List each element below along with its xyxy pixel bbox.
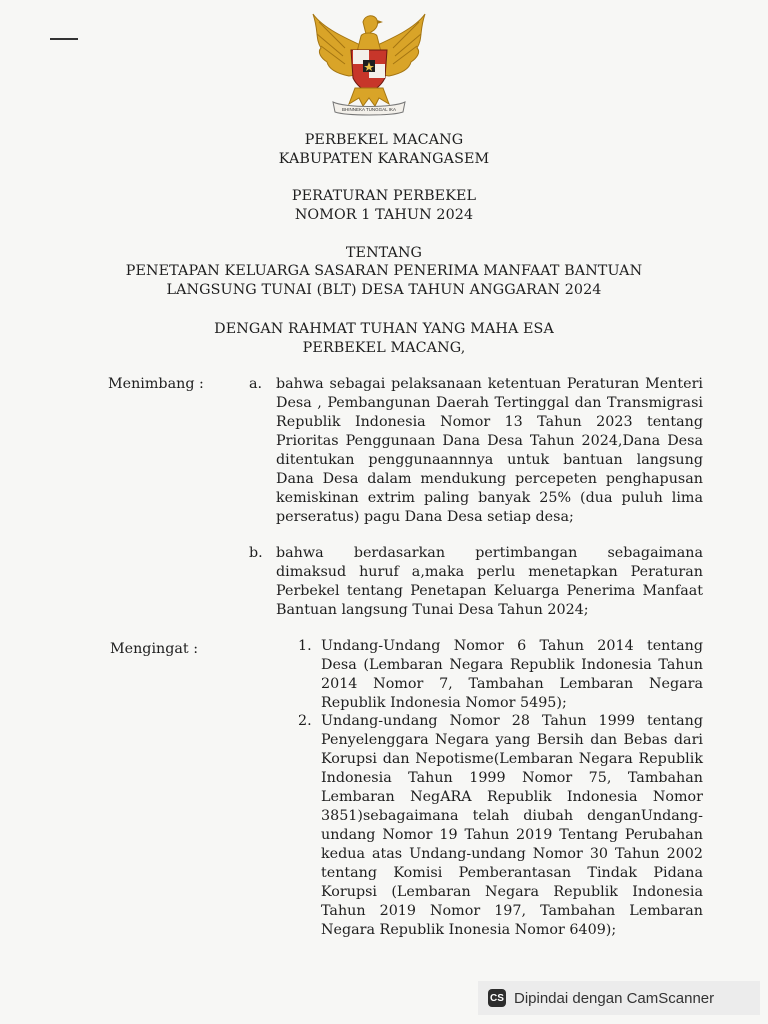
text-line: kemiskinan extrim paling banyak 25% (dua puluh lima <box>276 490 703 506</box>
text-line: Republik Indonesia Nomor 13 Tahun 2023 tentang <box>276 414 703 430</box>
menimbang-item-b-letter: b. <box>249 545 263 561</box>
text-line: bahwa sebagai pelaksanaan ketentuan Peraturan Menteri <box>276 376 703 392</box>
menimbang-item-a-letter: a. <box>249 376 263 392</box>
text-line: ditentukan penggunaannnya untuk bantuan langsung <box>276 452 703 468</box>
text-line: bahwa berdasarkan pertimbangan sebagaimana <box>276 545 703 561</box>
camscanner-text: Dipindai dengan CamScanner <box>514 989 715 1007</box>
header-line-2: KABUPATEN KARANGASEM <box>278 151 490 167</box>
text-line: Lembaran NegARA Republik Indonesia Nomor <box>321 789 703 805</box>
preamble-line-1: DENGAN RAHMAT TUHAN YANG MAHA ESA <box>214 321 554 337</box>
text-line: Prioritas Penggunaan Dana Desa Tahun 2024,Dana Desa <box>276 433 703 449</box>
text-line: Desa , Pembangunan Daerah Tertinggal dan Transmigrasi <box>276 395 703 411</box>
regulation-subject-2: LANGSUNG TUNAI (BLT) DESA TAHUN ANGGARAN 2024 <box>166 282 602 298</box>
text-line: Penyelenggara Negara yang Bersih dan Bebas dari <box>321 732 703 748</box>
text-line: Tahun 2019 Nomor 197, Tambahan Lembaran <box>321 903 703 919</box>
preamble-line-2: PERBEKEL MACANG, <box>302 340 466 356</box>
text-line: Republik Indonesia Nomor 5495); <box>321 695 567 711</box>
text-line: tentang Komisi Pemberantasan Tindak Pidana <box>321 865 703 881</box>
text-line: perseratus) pagu Dana Desa setiap desa; <box>276 509 574 525</box>
text-line: Undang-Undang Nomor 6 Tahun 2014 tentang <box>321 638 703 654</box>
camscanner-icon: CS <box>488 989 506 1007</box>
text-line: Desa (Lembaran Negara Republik Indonesia Tahun <box>321 657 703 673</box>
mengingat-item-1-number: 1. <box>298 638 312 654</box>
menimbang-item-b <box>276 544 703 620</box>
text-line: Indonesia Tahun 1999 Nomor 75, Tambahan <box>321 770 703 786</box>
regulation-number: NOMOR 1 TAHUN 2024 <box>294 207 474 223</box>
menimbang-label: Menimbang : <box>108 376 204 392</box>
text-line: 3851)sebagaimana telah diubah denganUndang- <box>321 808 703 824</box>
text-line: Korupsi dan Nepotisme(Lembaran Negara Republik <box>321 751 703 767</box>
scan-mark <box>50 38 78 40</box>
text-line: Bantuan langsung Tunai Desa Tahun 2024; <box>276 602 589 618</box>
camscanner-watermark <box>478 981 760 1015</box>
mengingat-item-2 <box>321 712 703 940</box>
mengingat-item-2-number: 2. <box>298 713 312 729</box>
text-line: 2014 Nomor 7, Tambahan Lembaran Negara <box>321 676 703 692</box>
about-label: TENTANG <box>345 245 423 261</box>
emblem-motto: BHINNEKA TUNGGAL IKA <box>341 107 397 112</box>
header-line-1: PERBEKEL MACANG <box>304 132 464 148</box>
text-line: Negara Republik Inonesia Nomor 6409); <box>321 922 617 938</box>
menimbang-item-a <box>276 375 703 527</box>
regulation-subject-1: PENETAPAN KELUARGA SASARAN PENERIMA MANFAAT BANTUAN <box>125 263 643 279</box>
text-line: Korupsi (Lembaran Negara Republik Indonesia <box>321 884 703 900</box>
text-line: dimaksud huruf a,maka perlu menetapkan Peraturan <box>276 564 703 580</box>
text-line: Undang-undang Nomor 28 Tahun 1999 tentang <box>321 713 703 729</box>
mengingat-label: Mengingat : <box>110 641 199 657</box>
text-line: Dana Desa dalam mendukung percepeten penghapusan <box>276 471 703 487</box>
text-line: kedua atas Undang-undang Nomor 30 Tahun 2002 <box>321 846 703 862</box>
text-line: undang Nomor 19 Tahun 2019 Tentang Perubahan <box>321 827 703 843</box>
text-line: Perbekel tentang Penetapan Keluarga Penerima Manfaat <box>276 583 703 599</box>
regulation-title: PERATURAN PERBEKEL <box>291 188 477 204</box>
garuda-emblem-icon <box>305 8 433 116</box>
mengingat-item-1 <box>321 637 703 713</box>
